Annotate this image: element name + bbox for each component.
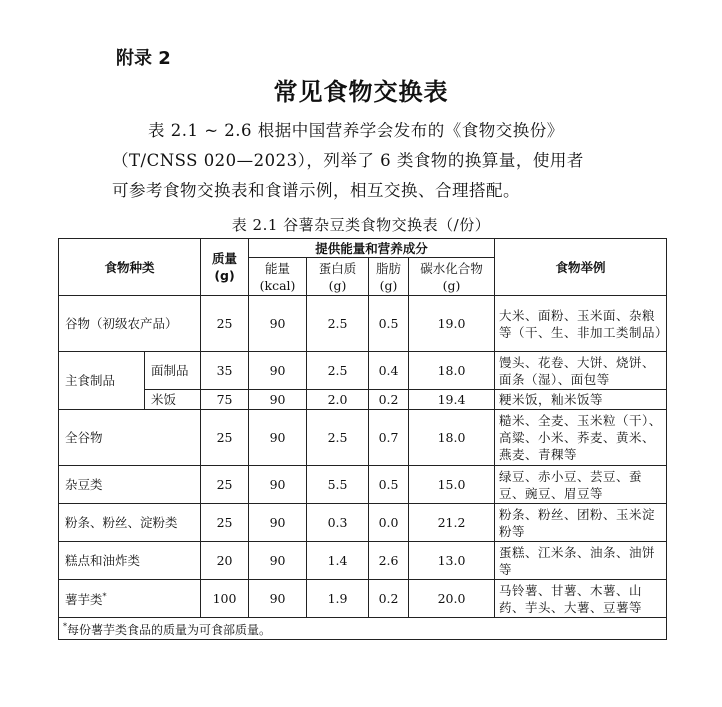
cell-fat: 2.6	[369, 542, 409, 580]
cell-examples: 绿豆、赤小豆、芸豆、蚕豆、豌豆、眉豆等	[495, 466, 667, 504]
header-examples: 食物举例	[495, 239, 667, 296]
table-row	[59, 504, 667, 542]
cell-examples: 馒头、花卷、大饼、烧饼、面条（湿）、面包等	[495, 352, 667, 390]
header-mass	[201, 239, 249, 296]
header-energy-label: 能量	[265, 260, 291, 276]
cell-protein: 5.5	[307, 466, 369, 504]
table-row	[59, 466, 667, 504]
intro-paragraph	[112, 116, 672, 206]
intro-line-1: 表 2.1 ~ 2.6 根据中国营养学会发布的《食物交换份》	[148, 121, 564, 140]
cell-fat: 0.2	[369, 390, 409, 410]
cell-food: 杂豆类	[59, 466, 201, 504]
cell-energy: 90	[249, 352, 307, 390]
cell-carb: 19.0	[409, 296, 495, 352]
cell-fat: 0.7	[369, 410, 409, 466]
table-footnote	[59, 618, 667, 640]
page-title: 常见食物交换表	[273, 78, 449, 106]
cell-energy: 90	[249, 542, 307, 580]
cell-examples: 大米、面粉、玉米面、杂粮等（干、生、非加工类制品）	[495, 296, 667, 352]
header-food-type: 食物种类	[59, 239, 201, 296]
header-mass-unit: (g)	[214, 268, 235, 283]
cell-protein: 0.3	[307, 504, 369, 542]
cell-mass: 25	[201, 466, 249, 504]
cell-energy: 90	[249, 580, 307, 618]
cell-energy: 90	[249, 466, 307, 504]
cell-mass: 25	[201, 410, 249, 466]
footnote-text: 每份薯芋类食品的质量为可食部质量。	[67, 623, 272, 637]
footnote-marker: *	[102, 592, 107, 602]
cell-food: 糕点和油炸类	[59, 542, 201, 580]
header-energy-group: 提供能量和营养成分	[249, 239, 495, 258]
header-fat-label: 脂肪	[376, 260, 402, 276]
cell-food: 面制品	[145, 352, 201, 390]
intro-line-3: 可参考食物交换表和食谱示例，相互交换、合理搭配。	[112, 181, 520, 200]
cell-carb: 15.0	[409, 466, 495, 504]
cell-food	[59, 580, 201, 618]
cell-examples: 蛋糕、江米条、油条、油饼等	[495, 542, 667, 580]
cell-examples: 粉条、粉丝、团粉、玉米淀粉等	[495, 504, 667, 542]
footnote-row	[59, 618, 667, 640]
cell-food-text: 薯芋类	[65, 592, 103, 608]
cell-fat: 0.0	[369, 504, 409, 542]
cell-carb: 21.2	[409, 504, 495, 542]
cell-fat: 0.4	[369, 352, 409, 390]
cell-mass: 20	[201, 542, 249, 580]
cell-group: 主食制品	[59, 352, 145, 410]
cell-protein: 2.5	[307, 296, 369, 352]
cell-examples: 糙米、全麦、玉米粒（干）、高粱、小米、荞麦、黄米、燕麦、青稞等	[495, 410, 667, 466]
cell-mass: 35	[201, 352, 249, 390]
cell-food: 全谷物	[59, 410, 201, 466]
header-carb-unit: (g)	[442, 277, 461, 293]
cell-mass: 75	[201, 390, 249, 410]
cell-fat: 0.5	[369, 296, 409, 352]
food-exchange-table	[58, 238, 667, 640]
header-carb	[409, 258, 495, 296]
cell-energy: 90	[249, 410, 307, 466]
table-row	[59, 296, 667, 352]
header-protein-unit: (g)	[328, 277, 347, 293]
cell-carb: 18.0	[409, 410, 495, 466]
cell-food: 粉条、粉丝、淀粉类	[59, 504, 201, 542]
footnote-marker: *	[63, 622, 67, 631]
cell-protein: 1.4	[307, 542, 369, 580]
header-protein	[307, 258, 369, 296]
cell-fat: 0.2	[369, 580, 409, 618]
cell-mass: 25	[201, 296, 249, 352]
table-row	[59, 410, 667, 466]
cell-protein: 1.9	[307, 580, 369, 618]
cell-carb: 18.0	[409, 352, 495, 390]
table-row	[59, 352, 667, 390]
cell-fat: 0.5	[369, 466, 409, 504]
cell-carb: 19.4	[409, 390, 495, 410]
header-energy	[249, 258, 307, 296]
cell-examples: 粳米饭，籼米饭等	[495, 390, 667, 410]
table-row	[59, 542, 667, 580]
cell-food: 谷物（初级农产品）	[59, 296, 201, 352]
header-mass-label: 质量	[212, 251, 238, 266]
cell-carb: 20.0	[409, 580, 495, 618]
cell-mass: 100	[201, 580, 249, 618]
intro-line-2: （T/CNSS 020—2023），列举了 6 类食物的换算量，使用者	[112, 151, 584, 170]
cell-food: 米饭	[145, 390, 201, 410]
table-row	[59, 390, 667, 410]
header-energy-unit: (kcal)	[259, 277, 296, 293]
cell-protein: 2.0	[307, 390, 369, 410]
cell-energy: 90	[249, 504, 307, 542]
cell-carb: 13.0	[409, 542, 495, 580]
table-caption: 表 2.1 谷薯杂豆类食物交换表（/份）	[231, 216, 491, 234]
cell-energy: 90	[249, 296, 307, 352]
header-protein-label: 蛋白质	[318, 260, 357, 276]
header-fat-unit: (g)	[379, 277, 398, 293]
cell-protein: 2.5	[307, 410, 369, 466]
cell-energy: 90	[249, 390, 307, 410]
table-row	[59, 580, 667, 618]
appendix-label: 附录 2	[116, 48, 171, 69]
cell-examples: 马铃薯、甘薯、木薯、山药、芋头、大薯、豆薯等	[495, 580, 667, 618]
cell-mass: 25	[201, 504, 249, 542]
cell-protein: 2.5	[307, 352, 369, 390]
header-fat	[369, 258, 409, 296]
header-carb-label: 碳水化合物	[420, 260, 483, 276]
